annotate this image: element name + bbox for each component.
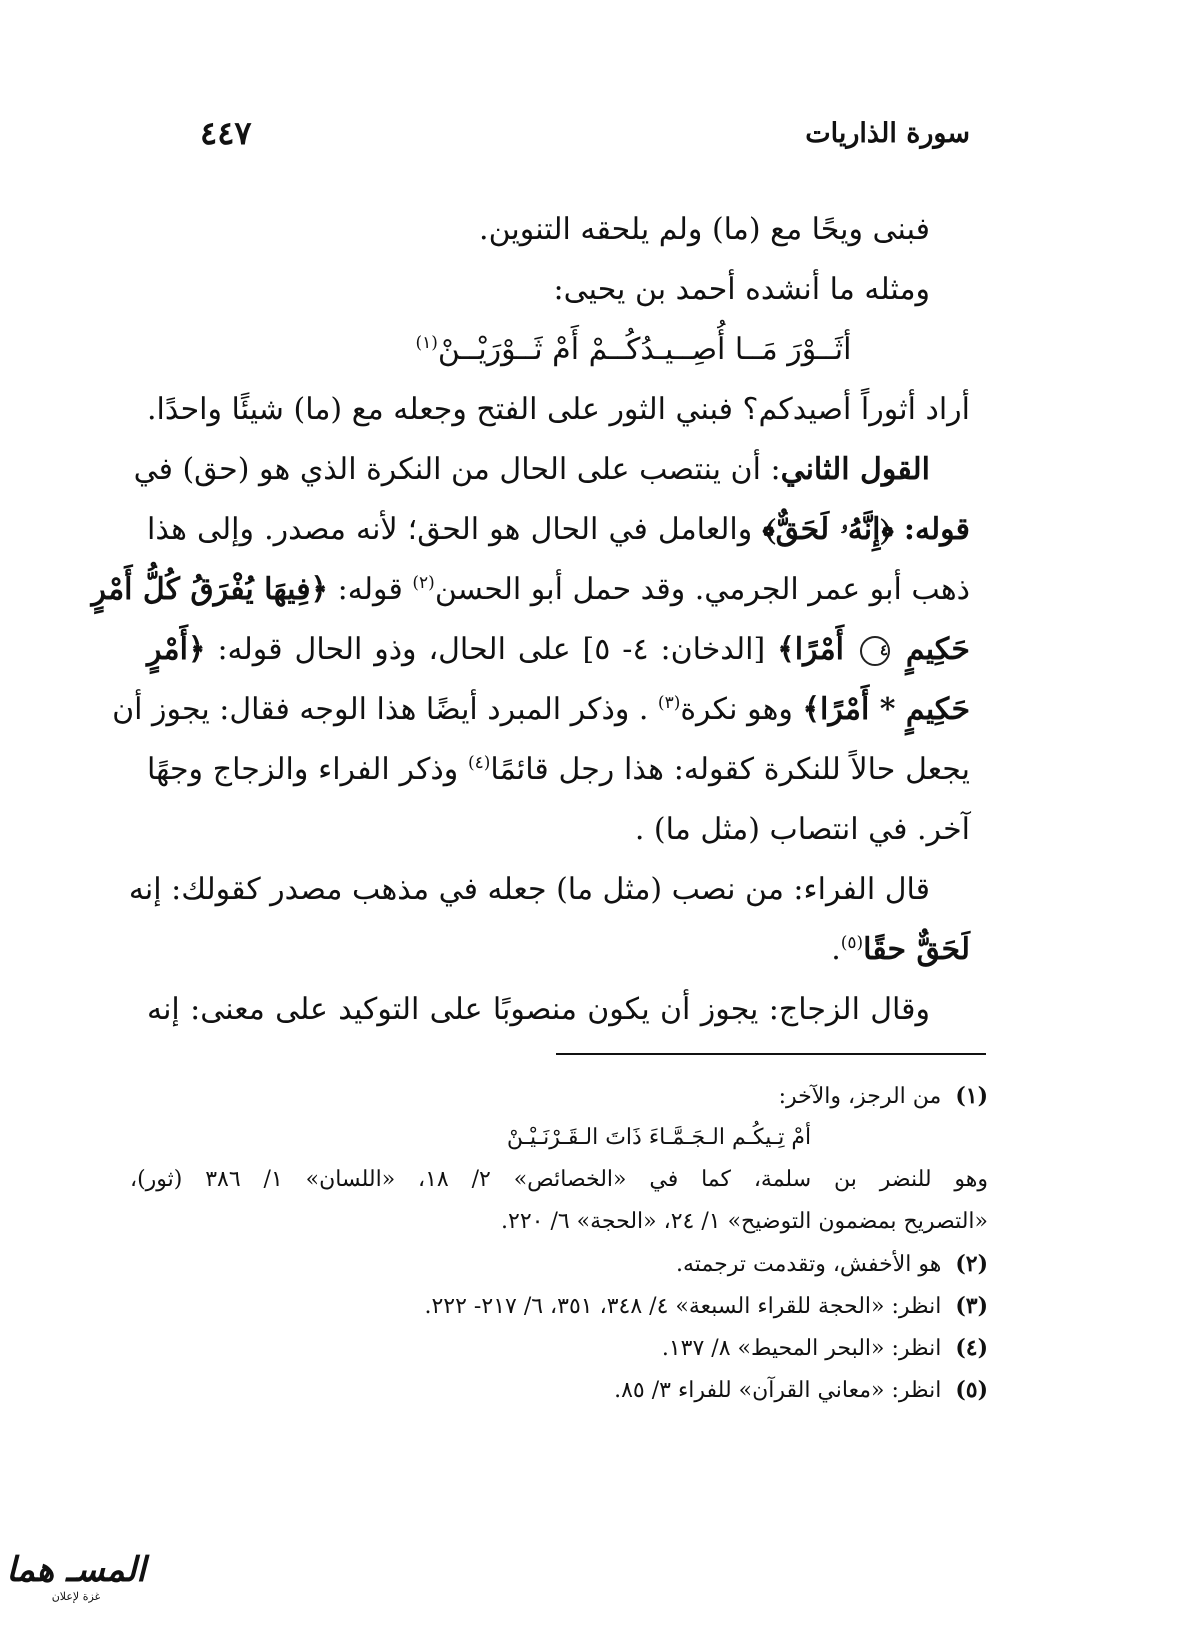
stamp-logo-text: المسـ هما: [6, 1550, 146, 1590]
page-number: ٤٤٧: [200, 114, 252, 152]
quran-quote: حَكِيمٍ * أَمْرًا﴾: [802, 692, 970, 727]
text-line-5: القول الثاني: أن ينتصب على الحال من النكرة الذي هو (حق) في: [133, 452, 930, 487]
verse-text: أثَــوْرَ مَــا أُصِــيـدُكُــمْ أَمْ ثَــوْرَيْــنْ: [437, 332, 852, 367]
stamp-caption: غزة لإعلان: [51, 1590, 101, 1603]
footnote-ref-5: (٥): [840, 933, 864, 953]
text-line-10: يجعل حالاً للنكرة كقوله: هذا رجل قائمًا$^{(٤)}$ وذكر الفراء والزجاج وجهًا: [147, 752, 970, 787]
footnote-ref-1: (١): [415, 333, 438, 353]
ayah-number-icon: ٤: [860, 636, 890, 666]
quran-quote: ﴿فِيهَا يُفْرَقُ كُلُّ أَمْرٍ: [91, 572, 329, 607]
text-line-4: أراد أثوراً أصيدكم؟ فبني الثور على الفتح وجعله مع (ما) شيئًا واحدًا.: [147, 392, 970, 427]
text-line-12: قال الفراء: من نصب (مثل ما) جعله في مذهب مصدر كقولك: إنه: [128, 872, 930, 907]
footnote-1-line-4: «التصريح بمضمون التوضيح» ١/ ٢٤، «الحجة» ٦/ ٢٢٠.: [501, 1209, 988, 1234]
footnote-ref-4: (٤): [468, 753, 491, 773]
footnote-4: (٤)انظر: «البحر المحيط» ٨/ ١٣٧.: [661, 1335, 988, 1361]
text-line-2: ومثله ما أنشده أحمد بن يحيى:: [553, 272, 930, 307]
text-line-11: آخر. في انتصاب (مثل ما) .: [634, 812, 970, 847]
text-line-9: حَكِيمٍ * أَمْرًا﴾ وهو نكرة$^{(٣)}$ . وذكر المبرد أيضًا هذا الوجه فقال: يجوز أن: [112, 692, 970, 727]
footnote-2: (٢)هو الأخفش، وتقدمت ترجمته.: [676, 1251, 988, 1277]
section-heading: القول الثاني: [780, 452, 930, 487]
text-line-1: فبنى ويحًا مع (ما) ولم يلحقه التنوين.: [479, 212, 930, 247]
text-line-8: حَكِيمٍ ٤ أَمْرًا﴾ [الدخان: ٤- ٥] على الحال، وذو الحال قوله: ﴿أَمْرٍ: [147, 632, 970, 667]
quran-quote: ﴿إِنَّهُۥ لَحَقٌّ﴾: [762, 512, 894, 547]
footnote-1-verse: أمْ تِـيكُـم الـجَـمَّـاءَ ذَاتَ الـقَـرْنَـيْـنْ: [506, 1125, 812, 1150]
footnote-ref-3: (٣): [657, 693, 681, 713]
library-stamp-logo: [6, 1550, 146, 1630]
page-header: [200, 114, 970, 168]
footnote-divider: [556, 1053, 986, 1055]
main-text: [91, 200, 971, 1040]
surah-title: سورة الذاريات: [805, 118, 970, 149]
footnote-5: (٥)انظر: «معاني القرآن» للفراء ٣/ ٨٥.: [614, 1377, 988, 1403]
footnote-1: (١)من الرجز، والآخر:: [778, 1083, 988, 1109]
text-line-13: لَحَقٌّ حقًا$^{(٥)}$.: [831, 932, 970, 967]
poetry-verse: [147, 320, 970, 380]
footnote-ref-2: (٢): [412, 573, 435, 593]
text-line-7: ذهب أبو عمر الجرمي. وقد حمل أبو الحسن$^{(٢)}$ قوله: ﴿فِيهَا يُفْرَقُ كُلُّ أَمْرٍ: [91, 572, 970, 607]
footnote-1-line-3: وهو للنضر بن سلمة، كما في «الخصائص» ٢/ ١٨، «اللسان» ١/ ٣٨٦ (ثور)،: [130, 1167, 989, 1192]
text-line-14: وقال الزجاج: يجوز أن يكون منصوبًا على التوكيد على معنى: إنه: [147, 992, 930, 1027]
footnote-3: (٣)انظر: «الحجة للقراء السبعة» ٤/ ٣٤٨، ٣٥١، ٦/ ٢١٧- ٢٢٢.: [424, 1293, 988, 1319]
footnotes: [130, 1075, 988, 1411]
text-line-6: قوله: ﴿إِنَّهُۥ لَحَقٌّ﴾ والعامل في الحال هو الحق؛ لأنه مصدر. وإلى هذا: [147, 512, 971, 547]
